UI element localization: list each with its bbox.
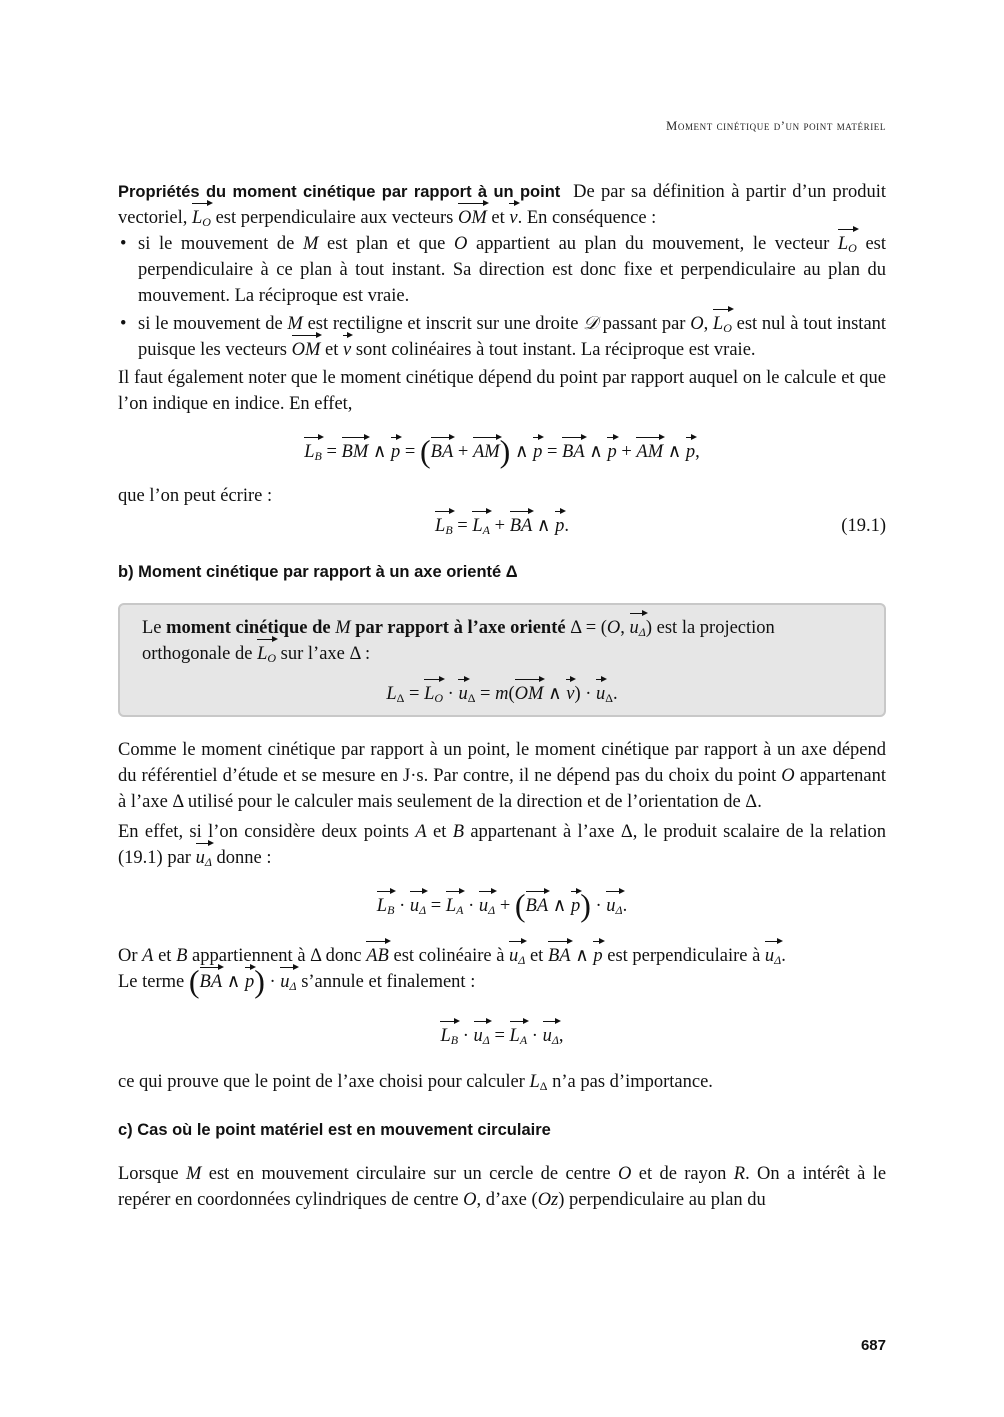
conclusion-paragraph: ce qui prouve que le point de l’axe choisi pour calculer $L_\Delta$ n’a pas d’importance. bbox=[118, 1072, 713, 1093]
vector-v: v bbox=[343, 337, 351, 363]
text-span: appartenant à l’axe Δ, le produit scalaire de la relation (19.1) par bbox=[118, 822, 886, 868]
text-span: , d’axe bbox=[476, 1190, 527, 1210]
section-c-heading: c) Cas où le point matériel est en mouvement circulaire bbox=[118, 1121, 551, 1139]
text-span: perpendiculaire au plan du bbox=[569, 1190, 766, 1210]
list-item: • si le mouvement de M est rectiligne et inscrit sur une droite 𝒟 passant par O, $L_O$ est nul à tout instant puisque les vecteurs OM et v sont colinéaires à tout instant. La réciproque est vraie. bbox=[118, 311, 886, 363]
equation-19-1: $L_B = L_A$ + BA ∧ p. (19.1) bbox=[118, 513, 886, 539]
list-item: • si le mouvement de M est plan et que O appartient au plan du mouvement, le vecteur $L_O$ est perpendiculaire à ce plan à tout instant. Sa direction est donc fixe et perpendiculaire au plan du mouvement. La réciproque est vraie. bbox=[118, 231, 886, 309]
equation-number: (19.1) bbox=[841, 516, 886, 536]
rewrite-paragraph: que l’on peut écrire : bbox=[118, 486, 273, 506]
text-span: appartenant à l’axe Δ utilisé pour le calculer mais seulement de la direction et de l’orientation de Δ. bbox=[118, 766, 887, 812]
page-content bbox=[118, 179, 886, 1213]
vector-OM: OM bbox=[458, 205, 487, 231]
text-span: est perpendiculaire à ce plan à tout instant. Sa direction est donc fixe et perpendiculaire au plan du mouvement. La réciproque est vraie. bbox=[138, 234, 887, 306]
text-span: . En conséquence : bbox=[517, 208, 657, 228]
text-span: n’a pas d’importance. bbox=[552, 1072, 713, 1092]
page bbox=[118, 0, 886, 1417]
text-span: donne : bbox=[216, 848, 272, 868]
run-in-heading: Propriétés du moment cinétique par rapport à un point bbox=[118, 183, 561, 201]
equation-scalar-product: $L_B \cdot u_\Delta = L_A \cdot u_\Delta + (BA$ ∧ $p) \cdot u_\Delta$. bbox=[376, 887, 628, 923]
text-span: est colinéaire à bbox=[393, 946, 505, 966]
equation-final: $L_B \cdot u_\Delta = L_A \cdot u_\Delta$, bbox=[118, 1023, 886, 1049]
running-header: Moment cinétique d’un point matériel bbox=[666, 119, 886, 133]
text-span: si le mouvement de bbox=[138, 314, 283, 334]
vector-LO: $L_O$ bbox=[838, 231, 857, 257]
text-span: appartient au plan du mouvement, le vecteur bbox=[475, 234, 830, 254]
vector-OM: OM bbox=[292, 337, 321, 363]
text-span: . On a intérêt à le repérer en coordonnées cylindriques de centre bbox=[118, 1164, 887, 1210]
text-span: Le bbox=[142, 618, 162, 638]
text-span: Lorsque bbox=[118, 1164, 179, 1184]
bold-term: moment cinétique de bbox=[166, 618, 331, 638]
text-span: est la projection orthogonale de bbox=[142, 618, 775, 664]
comparison-paragraph: Comme le moment cinétique par rapport à un point, le moment cinétique par rapport à un axe dépend du référentiel d’étude et se mesure en J·s. Par contre, il ne dépend pas du choix du point O appartenant à l’axe Δ utilisé pour le calculer mais seulement de la direction et de l’orientation de Δ. bbox=[118, 740, 887, 812]
text-span: appartiennent à Δ donc bbox=[192, 946, 362, 966]
colinear-paragraph: Or A et B appartiennent à Δ donc AB est colinéaire à $u_\Delta$ et BA ∧ p est perpendiculaire à $u_\Delta$. Le terme (BA ∧ $p) \cdot u_\Delta$ s’annule et finalement : bbox=[118, 943, 886, 995]
bold-term: par rapport à l’axe orienté bbox=[355, 618, 566, 638]
vector-LO: $L_O$ bbox=[713, 311, 732, 337]
text-span: Or bbox=[118, 946, 138, 966]
page-number: 687 bbox=[860, 1337, 886, 1354]
text-span: et de rayon bbox=[638, 1164, 727, 1184]
text-span: et bbox=[325, 340, 339, 360]
text-span: et bbox=[529, 946, 544, 966]
vector-v: v bbox=[509, 205, 517, 231]
text-span: si le mouvement de bbox=[138, 234, 295, 254]
dependence-paragraph: Il faut également noter que le moment cinétique dépend du point par rapport auquel on le calcule et que l’on indique en indice. En effet, bbox=[118, 368, 886, 414]
equation-LB-expansion: $L_B$ = BM ∧ p = (BA + AM) ∧ p = BA ∧ p + AM ∧ p, bbox=[304, 433, 700, 469]
text-span: En effet, si l’on considère deux points bbox=[118, 822, 409, 842]
equation-L-delta: $L_\Delta = L_O \cdot u_\Delta = m(OM$ ∧ $v) \cdot u_\Delta$. bbox=[142, 681, 862, 707]
text-span: et bbox=[432, 822, 447, 842]
circular-paragraph: Lorsque M est en mouvement circulaire sur un cercle de centre O et de rayon R. On a intérêt à le repérer en coordonnées cylindriques de centre O, d’axe (Oz) perpendiculaire au plan du bbox=[118, 1164, 887, 1210]
text-span: et bbox=[158, 946, 172, 966]
text-span: sur l’axe Δ : bbox=[280, 644, 371, 664]
text-span: est plan et que bbox=[327, 234, 446, 254]
text-span: Comme le moment cinétique par rapport à un point, le moment cinétique par rapport à un axe dépend du référentiel d’étude et se mesure en J·s. Par contre, il ne dépend pas du choix du point bbox=[118, 740, 886, 786]
vector-LO: $L_O$ bbox=[257, 641, 276, 667]
text-span: De par sa définition à partir d’un produit vectoriel, bbox=[118, 182, 886, 228]
text-span: s’annule et finalement : bbox=[301, 972, 476, 992]
text-span: Le terme bbox=[118, 972, 185, 992]
section-b-heading: b) Moment cinétique par rapport à un axe orienté Δ bbox=[118, 563, 518, 581]
text-span: est rectiligne et inscrit sur une droite bbox=[307, 314, 579, 334]
text-span: et bbox=[491, 208, 505, 228]
properties-list bbox=[118, 231, 886, 363]
text-span: ce qui prouve que le point de l’axe choisi pour calculer bbox=[118, 1072, 525, 1092]
text-span: est perpendiculaire aux vecteurs bbox=[215, 208, 454, 228]
text-span: est perpendiculaire à bbox=[607, 946, 761, 966]
effect-paragraph: En effet, si l’on considère deux points A et B appartenant à l’axe Δ, le produit scalaire de la relation (19.1) par $u_\Delta$ donne : bbox=[118, 822, 886, 869]
text-span: passant par bbox=[602, 314, 686, 334]
text-span: sont colinéaires à tout instant. La réciproque est vraie. bbox=[355, 340, 756, 360]
vector-LO: $L_O$ bbox=[192, 205, 211, 231]
definition-box bbox=[118, 603, 886, 717]
definition-text: Le moment cinétique de M par rapport à l’axe orienté Δ = (O, $u_\Delta$) est la projection orthogonale de $L_O$ sur l’axe Δ : bbox=[142, 615, 862, 667]
properties-paragraph bbox=[118, 179, 886, 231]
text-span: est nul à tout instant puisque les vecteurs bbox=[138, 314, 887, 360]
text-span: est en mouvement circulaire sur un cercle de centre bbox=[208, 1164, 611, 1184]
